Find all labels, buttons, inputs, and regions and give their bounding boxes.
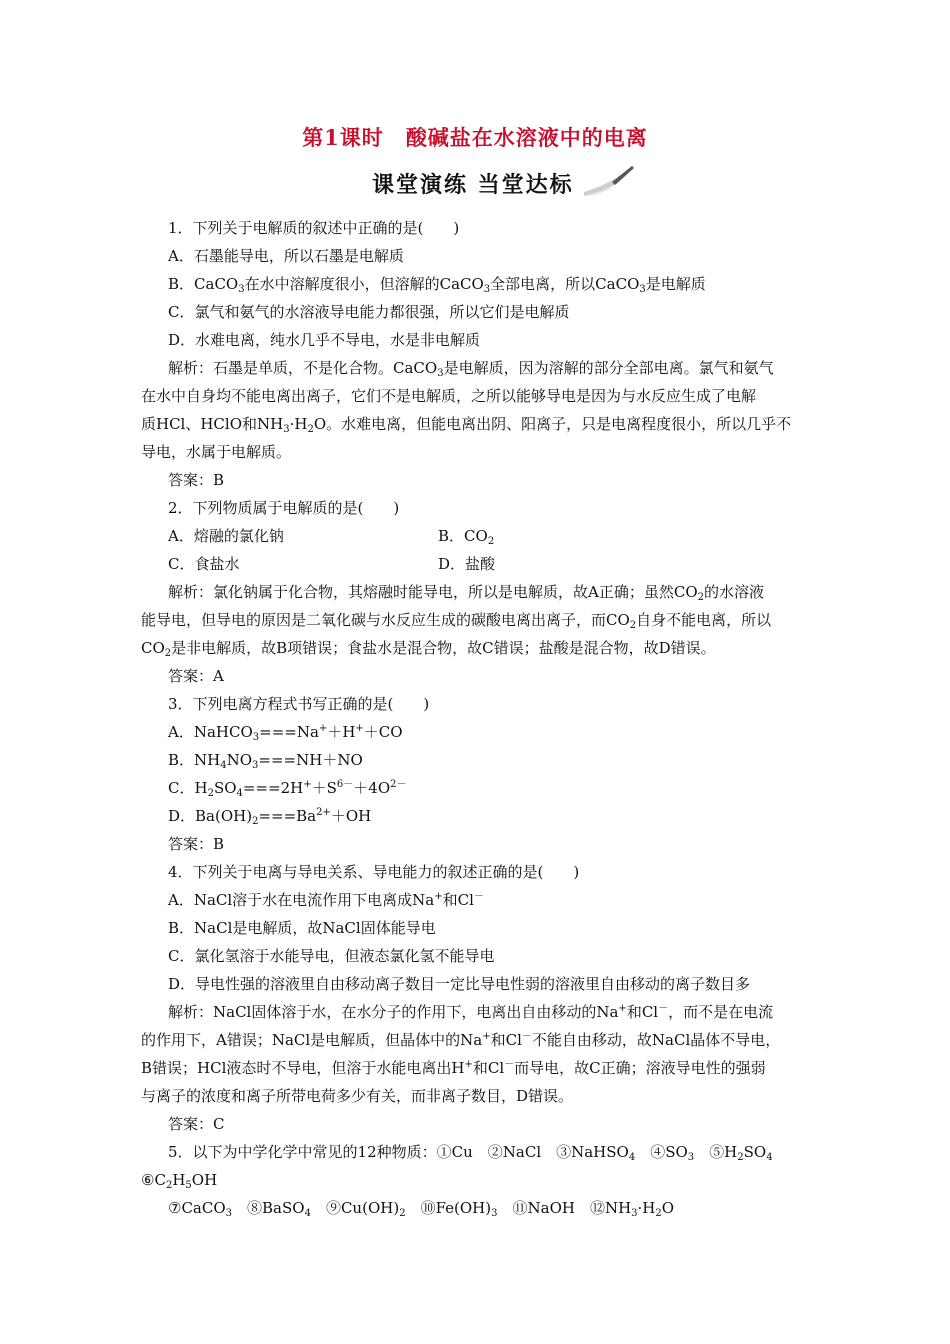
section-banner: [372, 162, 638, 202]
banner-text: 课堂演练 当堂达标: [372, 173, 574, 198]
q2-options-row2: [168, 550, 840, 578]
q3-option-a: A．NaHCO$_3$===Na+＋H+＋CO: [168, 723, 403, 743]
q2-options-row1: [168, 522, 840, 550]
q2-explanation-line1: 解析：氯化钠属于化合物，其熔融时能导电，所以是电解质，故A正确；虽然$CO_2$的水溶液: [168, 583, 765, 603]
q1-explanation-line2: 在水中自身均不能电离出离子，它们不是电解质，之所以能够导电是因为与水反应生成了电解: [141, 387, 757, 405]
q1-answer: 答案：B: [168, 471, 225, 489]
q3-option-d: D．$Ba(OH)_2===Ba^{2+}+OH$: [168, 807, 372, 827]
q1-option-c: C．氯气和氨气的水溶液导电能力都很强，所以它们是电解质: [168, 303, 570, 321]
q2-explanation-line2: 能导电，但导电的原因是二氧化碳与水反应生成的碳酸电离出离子，而$CO_2$自身不能电离，所以: [141, 611, 772, 631]
q4-explanation-line3: B错误；HCl液态时不导电，但溶于水能电离出H+和Cl－而导电，故C正确；溶液导电性的强弱: [141, 1059, 766, 1077]
q4-explanation-line2: 的作用下，A错误；NaCl是电解质，但晶体中的Na+和Cl－不能自由移动，故NaCl晶体不导电，: [141, 1031, 781, 1049]
q2-explanation-line3: $CO_2$是非电解质，故B项错误；食盐水是混合物，故C错误；盐酸是混合物，故D错误。: [141, 639, 716, 659]
q2-option-b: B．$CO_2$: [438, 527, 495, 547]
q2-answer: 答案：A: [168, 667, 224, 685]
q1-option-a: A．石墨能导电，所以石墨是电解质: [168, 247, 404, 265]
q4-explanation-line1: 解析：NaCl固体溶于水，在水分子的作用下，电离出自由移动的Na+和Cl－，而不是在电流: [168, 1003, 774, 1021]
q4-explanation-line4: 与离子的浓度和离子所带电荷多少有关，而非离子数目，D错误。: [141, 1087, 574, 1105]
q4-option-b: B．NaCl是电解质，故NaCl固体能导电: [168, 919, 436, 937]
q2-stem: 2．下列物质属于电解质的是( ): [168, 499, 400, 517]
q4-stem: 4．下列关于电离与导电关系、导电能力的叙述正确的是( ): [168, 863, 580, 881]
q1-option-b: B．CaCO$_3$在水中溶解度很小，但溶解的CaCO$_3$全部电离，所以CaCO$_3$是电解质: [168, 275, 706, 295]
q3-answer: 答案：B: [168, 835, 225, 853]
q3-stem: 3．下列电离方程式书写正确的是( ): [168, 695, 430, 713]
brush-icon: [582, 162, 638, 202]
q1-stem: 1．下列关于电解质的叙述中正确的是( ): [168, 219, 460, 237]
q1-option-d: D．水难电离，纯水几乎不导电，水是非电解质: [168, 331, 481, 349]
q4-option-a: A．NaCl溶于水在电流作用下电离成Na+和Cl－: [168, 891, 484, 909]
q2-option-d: D．盐酸: [438, 555, 496, 573]
q5-line2: $⑥C_2H_5OH$: [141, 1171, 218, 1191]
lesson-topic: 酸碱盐在水溶液中的电离: [405, 125, 648, 150]
q5-line3: ⑦CaCO$_3$ ⑧BaSO$_4$ $⑨Cu(OH)_2$ $⑩Fe(OH)_3$ ⑪NaOH $⑫NH_3\cdot H_2O$: [168, 1199, 675, 1219]
q5-stem: 5．以下为中学化学中常见的12种物质：①Cu ②NaCl ③NaHSO$_4$ $④SO_3$ $⑤H_2SO_4$: [168, 1143, 773, 1163]
q4-answer: 答案：C: [168, 1115, 225, 1133]
q1-explanation-line4: 导电，水属于电解质。: [141, 443, 292, 461]
lesson-number: 第1课时: [302, 125, 384, 150]
q2-option-a: A．熔融的氯化钠: [168, 527, 284, 545]
exercise-content: [141, 214, 840, 1222]
q4-option-c: C．氯化氢溶于水能导电，但液态氯化氢不能导电: [168, 947, 495, 965]
q4-option-d: D．导电性强的溶液里自由移动离子数目一定比导电性弱的溶液里自由移动的离子数目多: [168, 975, 751, 993]
q3-option-b: B．$NH_4NO_3===NH+NO$: [168, 751, 363, 771]
q2-option-c: C．食盐水: [168, 555, 240, 573]
page-title: [0, 122, 950, 152]
q1-explanation-line3: 质HCl、HClO和$NH_3\cdot H_2O$。水难电离，但能电离出阴、阳离子，只是电离程度很小，所以几乎不: [141, 415, 792, 435]
q1-explanation-line1: 解析：石墨是单质，不是化合物。CaCO$_3$是电解质，因为溶解的部分全部电离。氯气和氨气: [168, 359, 774, 379]
q3-option-c: C．$H_2SO_4===2H^++S^{6-}+4O^{2-}$: [168, 779, 407, 799]
